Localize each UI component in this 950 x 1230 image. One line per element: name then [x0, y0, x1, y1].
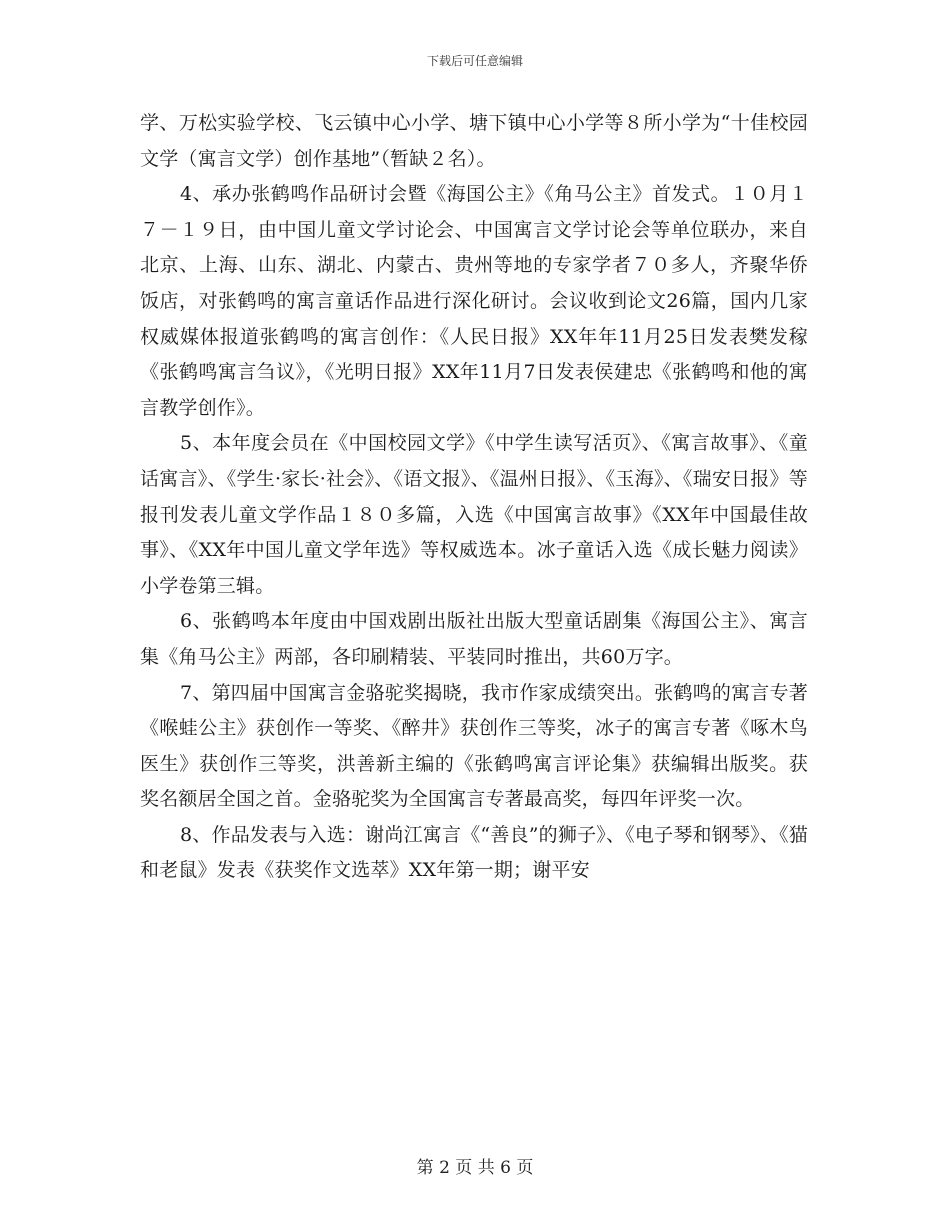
paragraph: 4、承办张鹤鸣作品研讨会暨《海国公主》《角马公主》首发式。１０月１７－１９日，由中国儿童文学讨论会、中国寓言文学讨论会等单位联办，来自北京、上海、山东、湖北、内蒙古、贵州等地的专家学者７０多人，齐聚华侨饭店，对张鹤鸣的寓言童话作品进行深化研讨。会议收到论文26篇，国内几家权威媒体报道张鹤鸣的寓言创作：《人民日报》XX年年11月25日发表樊发稼《张鹤鸣寓言刍议》，《光明日报》XX年11月7日发表侯建忠《张鹤鸣和他的寓言教学创作》。: [140, 183, 808, 419]
paragraph: 学、万松实验学校、飞云镇中心小学、塘下镇中心小学等８所小学为“十佳校园文学（寓言文学）创作基地”（暂缺２名）。: [140, 112, 808, 170]
page-footer: 第 2 页 共 6 页: [416, 1158, 534, 1178]
document-body: [140, 106, 808, 889]
paragraph: 8、作品发表与入选：谢尚江寓言《“善良”的狮子》、《电子琴和钢琴》、《猫和老鼠》发表《获奖作文选萃》XX年第一期；谢平安: [140, 823, 808, 882]
paragraph: 7、第四届中国寓言金骆驼奖揭晓，我市作家成绩突出。张鹤鸣的寓言专著《喉蛙公主》获创作一等奖、《醉井》获创作三等奖，冰子的寓言专著《啄木鸟医生》获创作三等奖，洪善新主编的《张鹤鸣寓言评论集》获编辑出版奖。获奖名额居全国之首。金骆驼奖为全国寓言专著最高奖，每四年评奖一次。: [140, 681, 808, 811]
paragraph: 5、本年度会员在《中国校园文学》《中学生读写活页》、《寓言故事》、《童话寓言》、《学生·家长·社会》、《语文报》、《温州日报》、《玉海》、《瑞安日报》等报刊发表儿童文学作品１８０多篇，入选《中国寓言故事》《XX年中国最佳故事》、《XX年中国儿童文学年选》等权威选本。冰子童话入选《成长魅力阅读》小学卷第三辑。: [140, 432, 808, 597]
paragraph: 6、张鹤鸣本年度由中国戏剧出版社出版大型童话剧集《海国公主》、寓言集《角马公主》两部，各印刷精装、平装同时推出，共60万字。: [140, 610, 808, 668]
page-header: 下载后可任意编辑: [426, 54, 523, 68]
